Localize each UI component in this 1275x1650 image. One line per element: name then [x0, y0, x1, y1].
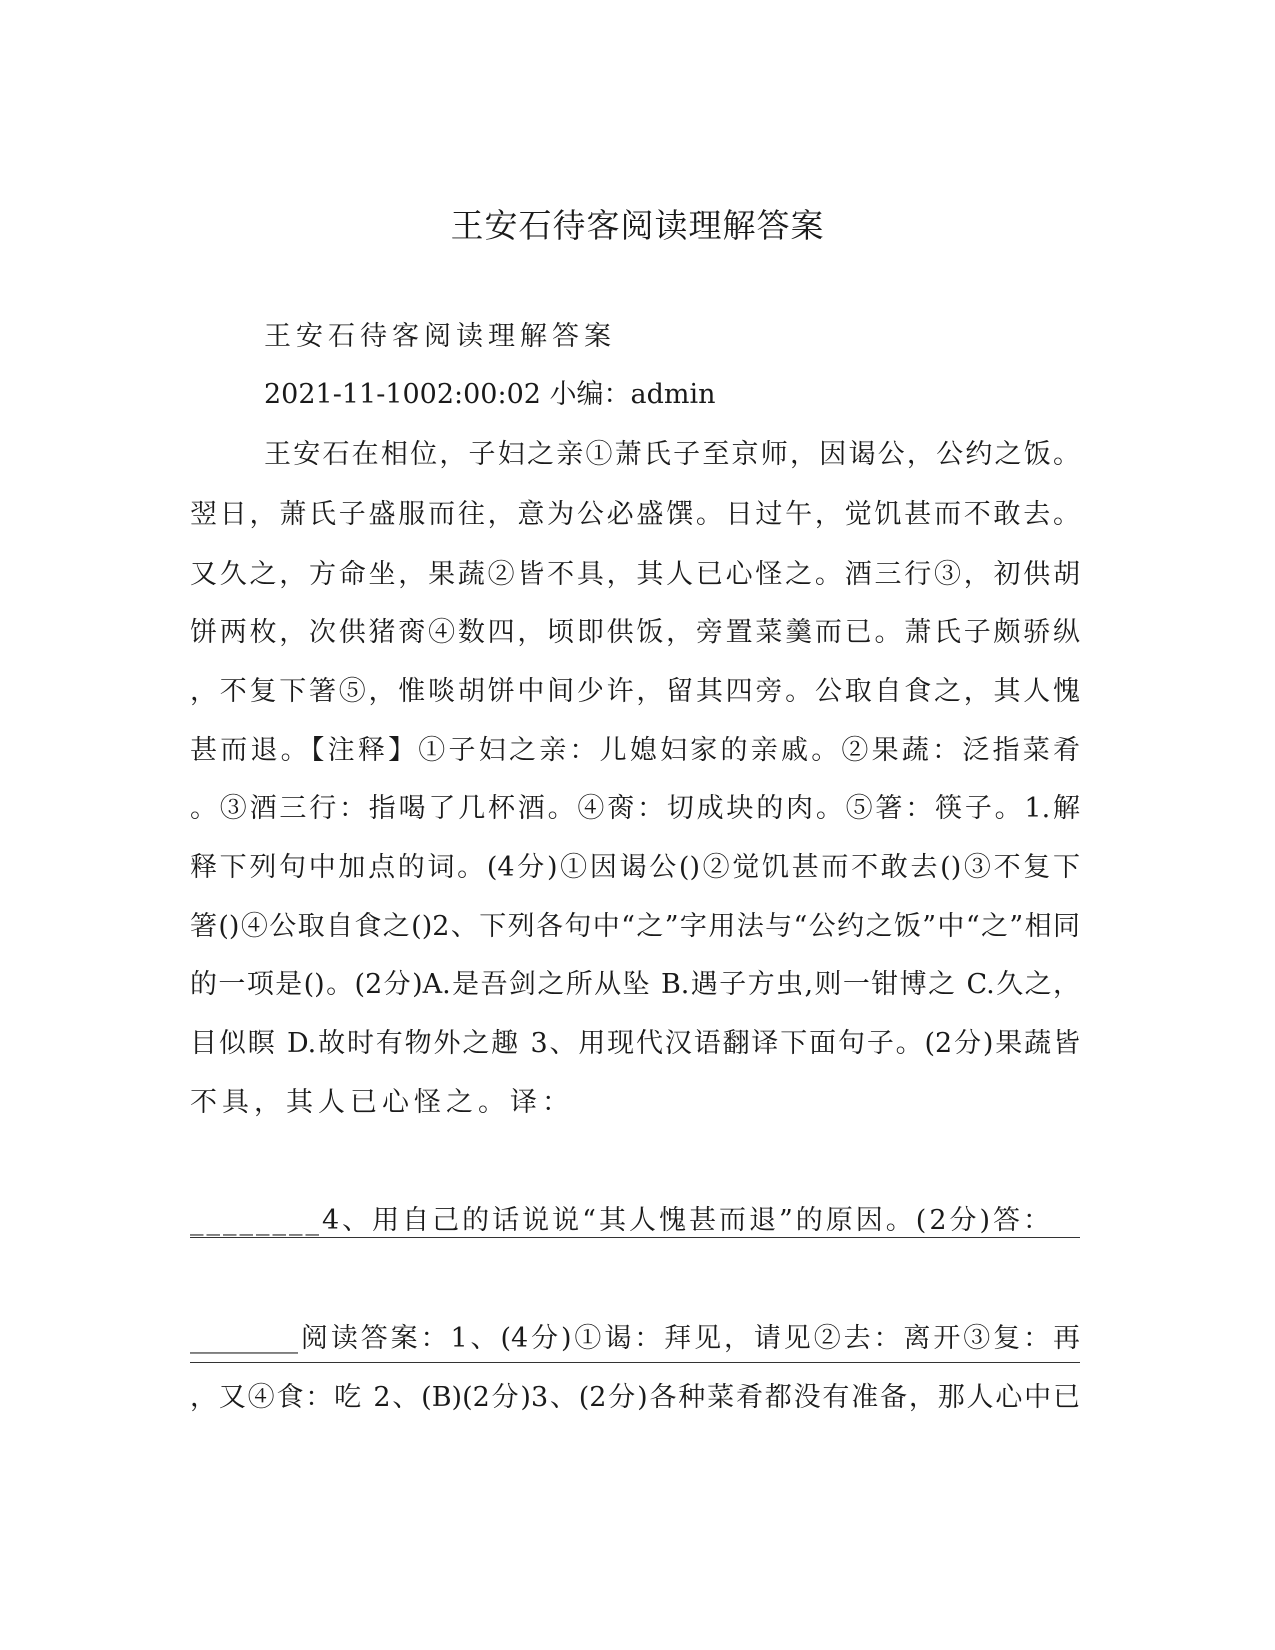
article-title: 王安石待客阅读理解答案 — [264, 321, 616, 352]
body-line: ________阅读答案：1、(4分)①谒：拜见，请见②去：离开③复：再 — [190, 1323, 1080, 1354]
body-line: 又久之，方命坐，果蔬②皆不具，其人已心怪之。酒三行③，初供胡 — [190, 559, 1080, 590]
body-line: 箸()④公取自食之()2、下列各句中“之”字用法与“公约之饭”中“之”相同 — [190, 911, 1080, 942]
article-meta: 2021-11-1002:00:02 小编：admin — [264, 379, 716, 410]
body-line: 不具，其人已心怪之。译： — [190, 1087, 574, 1118]
body-line: 王安石在相位，子妇之亲①萧氏子至京师，因谒公，公约之饭。 — [264, 439, 1080, 470]
body-line: 饼两枚，次供猪脔④数四，顷即供饭，旁置菜羹而已。萧氏子颇骄纵 — [190, 617, 1080, 648]
body-line: 甚而退。【注释】①子妇之亲：儿媳妇家的亲戚。②果蔬：泛指菜肴 — [190, 735, 1080, 766]
body-line: ，又④食：吃 2、(B)(2分)3、(2分)各种菜肴都没有准备，那人心中已 — [190, 1382, 1080, 1413]
body-line: 目似瞑 D.故时有物外之趣 3、用现代汉语翻译下面句子。(2分)果蔬皆 — [190, 1028, 1080, 1059]
body-line: 释下列句中加点的词。(4分)①因谒公()②觉饥甚而不敢去()③不复下 — [190, 852, 1080, 883]
body-line: ________4、用自己的话说说“其人愧甚而退”的原因。(2分)答： — [190, 1205, 1054, 1236]
body-line: ，不复下箸⑤，惟啖胡饼中间少许，留其四旁。公取自食之，其人愧 — [190, 676, 1080, 707]
page-title: 王安石待客阅读理解答案 — [450, 206, 825, 245]
body-line: 。③酒三行：指喝了几杯酒。④脔：切成块的肉。⑤箸：筷子。1.解 — [190, 793, 1080, 824]
body-line: 翌日，萧氏子盛服而往，意为公必盛馔。日过午，觉饥甚而不敢去。 — [190, 499, 1080, 530]
body-line: 的一项是()。(2分)A.是吾剑之所从坠 B.遇子方虫,则一钳博之 C.久之， — [190, 969, 1080, 1000]
